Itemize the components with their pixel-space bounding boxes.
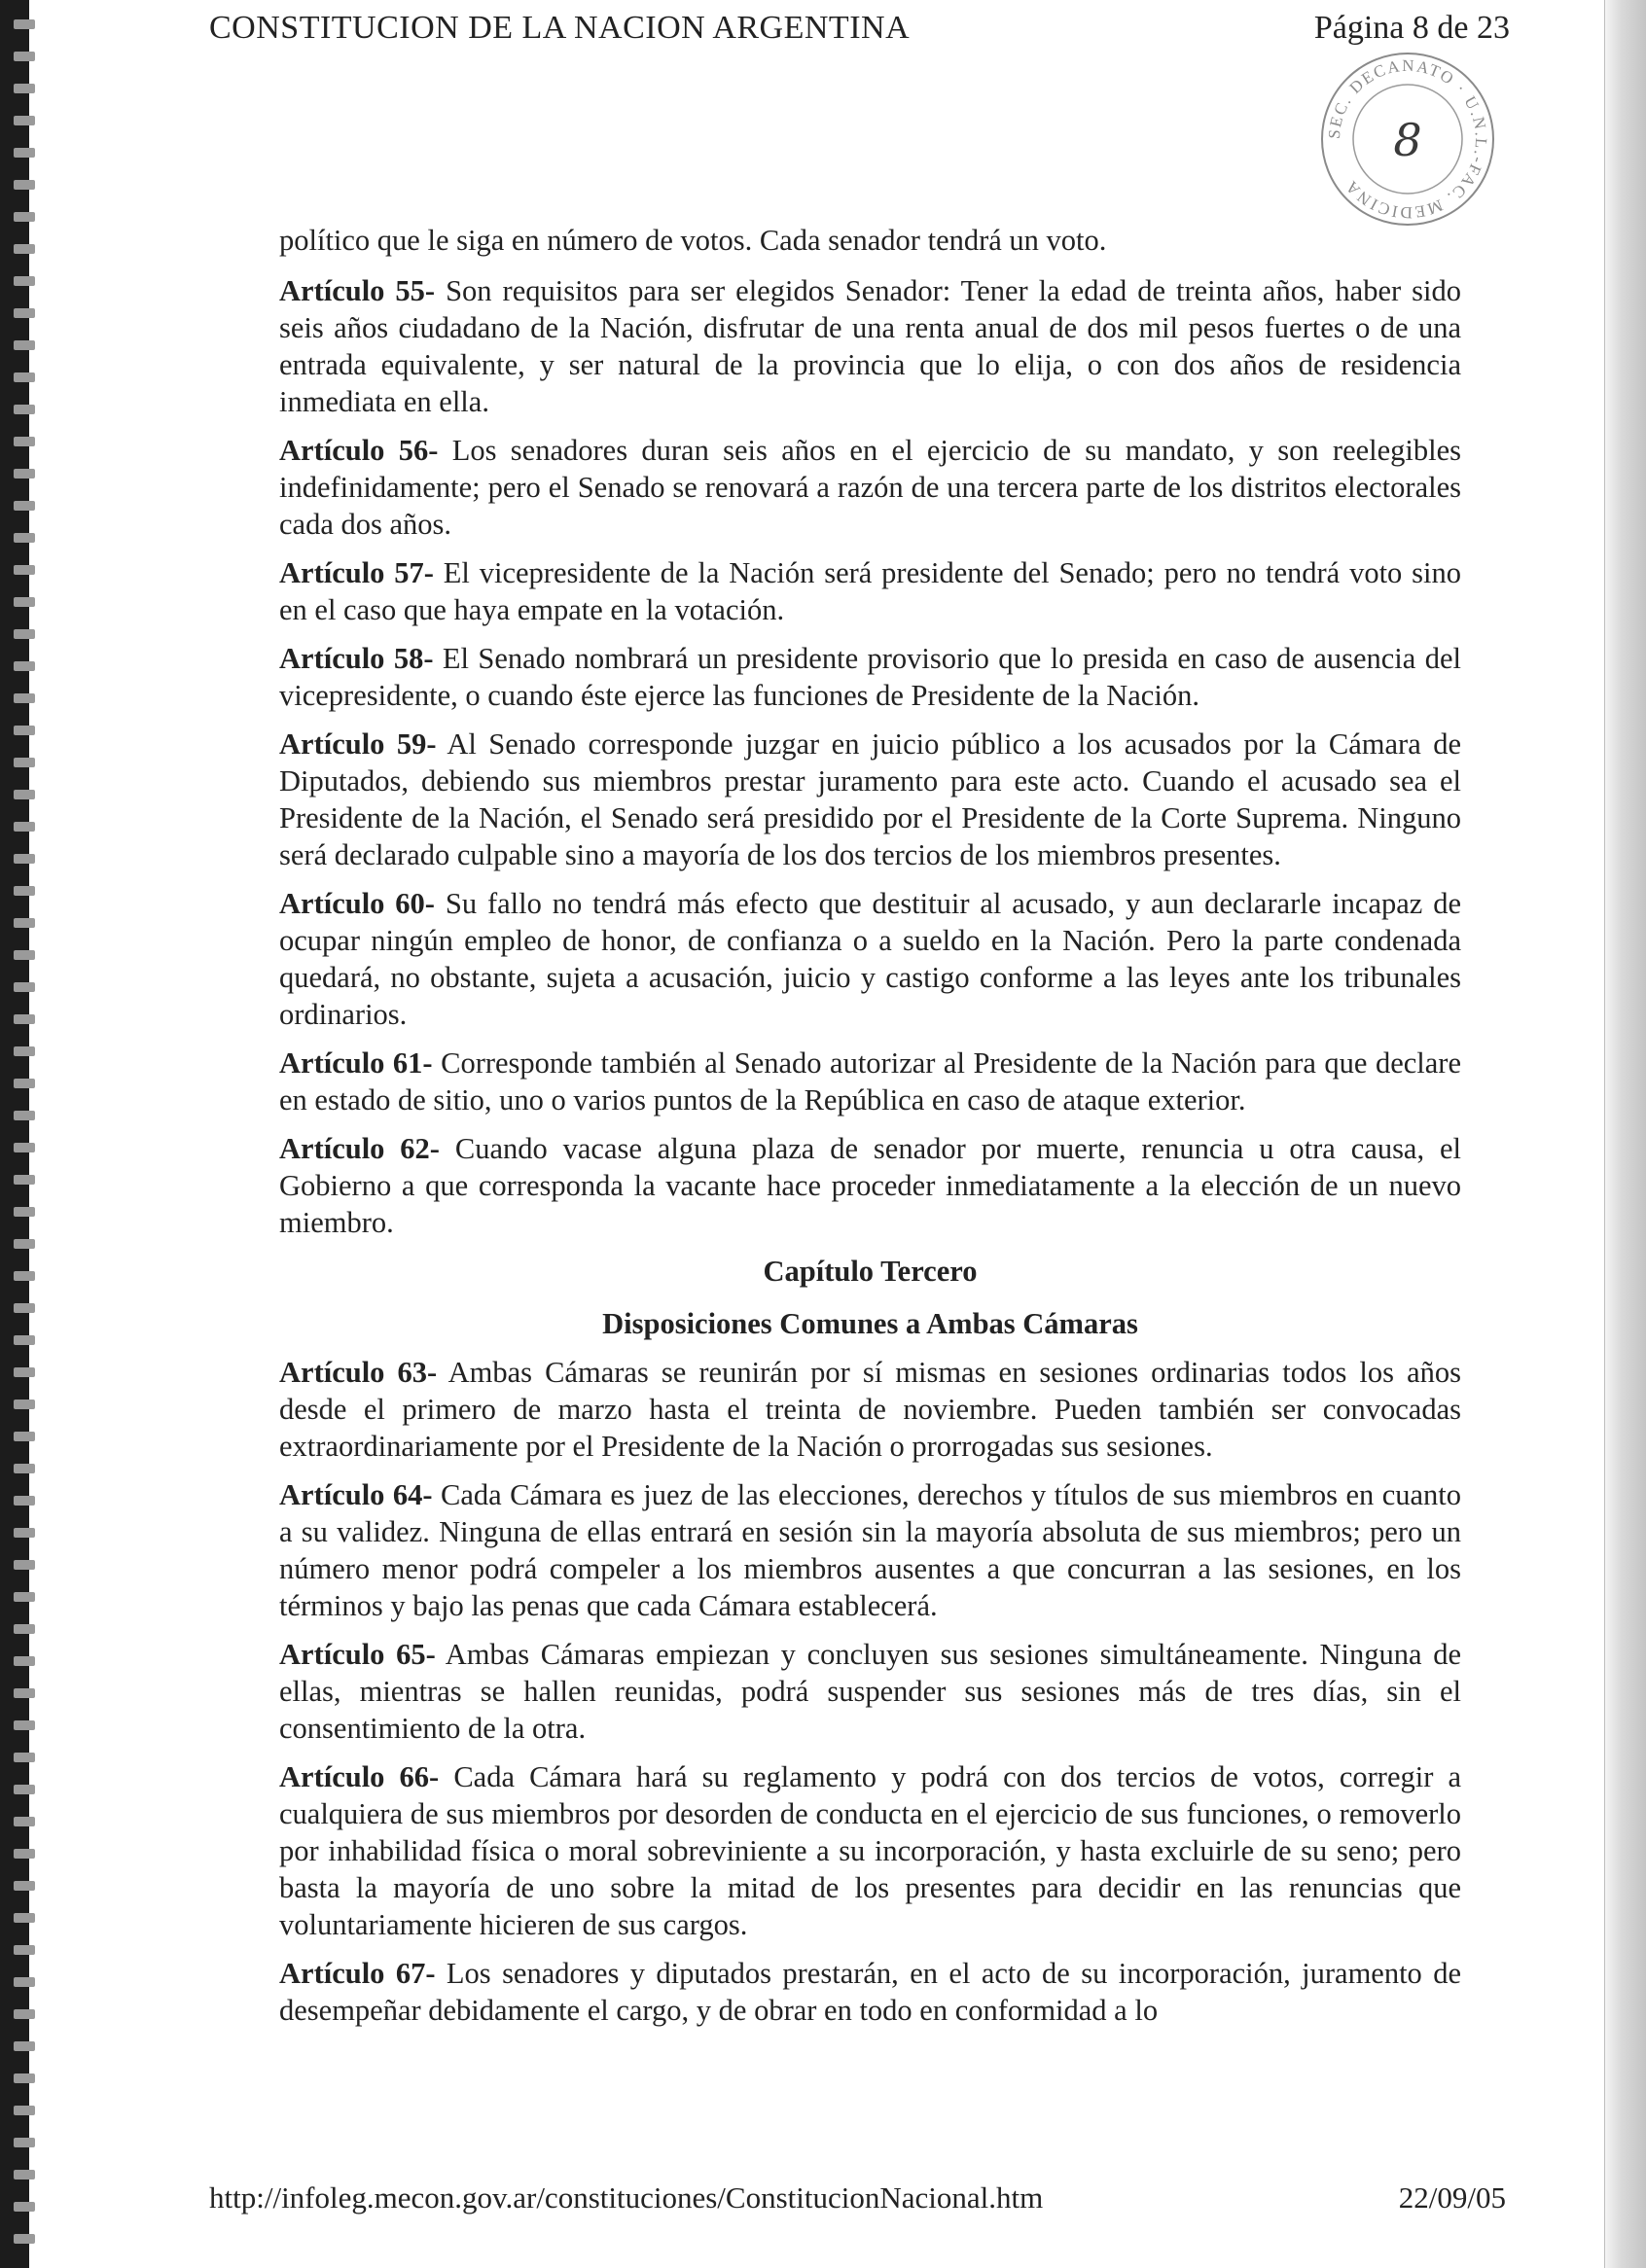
binding-ring [14,1656,35,1666]
binding-ring [14,1400,35,1409]
binding-ring [14,1239,35,1249]
article-text: Al Senado corresponde juzgar en juicio público a los acusados por la Cámara de Diputados, debiendo sus miembros prestar juramento para este acto. Cuando el acusado sea el Presidente de la Nación, el Senado será presidido por el Presidente de la Corte Suprema. Ninguno será declarado culpable sino a mayoría de los dos tercios de los miembros presentes. [279,727,1461,871]
binding-ring [14,501,35,511]
senate-articles [279,272,1461,1241]
footer-source-url: http://infoleg.mecon.gov.ar/constituciones/ConstitucionNacional.htm [209,2180,1044,2215]
binding-ring [14,1335,35,1345]
binding-ring [14,693,35,703]
binding-ring [14,1977,35,1987]
binding-ring [14,372,35,382]
binding-ring [14,2202,35,2212]
binding-ring [14,1913,35,1923]
article-paragraph [279,1758,1461,1943]
binding-ring [14,308,35,318]
article-number: Artículo 58- [279,642,434,675]
binding-ring [14,437,35,446]
continued-paragraph: político que le siga en número de votos. Cada senador tendrá un voto. [279,224,1107,257]
binding-ring [14,854,35,864]
article-text: Ambas Cámaras empiezan y concluyen sus sesiones simultáneamente. Ninguna de ellas, mientras se hallen reunidas, podrá suspender sus sesiones más de tres días, sin el consentimiento de la otra. [279,1638,1461,1745]
article-paragraph [279,1045,1461,1118]
document-header-title: CONSTITUCION DE LA NACION ARGENTINA [209,10,911,46]
binding-ring [14,244,35,254]
binding-ring [14,1079,35,1088]
article-paragraph [279,885,1461,1033]
binding-ring [14,1817,35,1826]
binding-ring [14,148,35,158]
binding-ring [14,1175,35,1185]
binding-ring [14,1785,35,1794]
binding-ring [14,180,35,190]
article-text: Son requisitos para ser elegidos Senador: Tener la edad de treinta años, haber sido seis años ciudadano de la Nación, disfrutar de una renta anual de dos mil pesos fuertes o de una entrada equivalente, y ser natural de la provincia que lo elija, o con dos años de residencia inmediata en ella. [279,274,1461,418]
article-number: Artículo 62- [279,1132,440,1165]
binding-ring [14,1367,35,1377]
article-text: El Senado nombrará un presidente provisorio que lo presida en caso de ausencia del vicepresidente, o cuando éste ejerce las funciones de Presidente de la Nación. [279,642,1461,712]
stamp-handwritten-number: 8 [1393,114,1422,166]
binding-ring [14,1592,35,1602]
binding-ring [14,597,35,607]
article-paragraph [279,1955,1461,2029]
binding-ring [14,629,35,639]
binding-ring [14,2009,35,2019]
article-text: Ambas Cámaras se reunirán por sí mismas en sesiones ordinarias todos los años desde el primero de marzo hasta el treinta de noviembre. Pueden también ser convocadas extraordinariamente por el Presidente de la Nación o prorrogadas sus sesiones. [279,1356,1461,1463]
article-paragraph [279,272,1461,420]
article-number: Artículo 66- [279,1760,440,1793]
article-paragraph [279,726,1461,873]
page-edge-shadow [1604,0,1646,2268]
footer-date: 22/09/05 [1398,2180,1506,2215]
binding-ring [14,19,35,29]
article-paragraph [279,554,1461,628]
binding-ring [14,2138,35,2147]
binding-ring [14,1111,35,1120]
article-text: Los senadores duran seis años en el ejercicio de su mandato, y son reelegibles indefinidamente; pero el Senado se renovará a razón de una tercera parte de los distritos electorales cada dos años. [279,434,1462,541]
binding-ring [14,1014,35,1024]
binding-ring [14,2106,35,2115]
binding-ring [14,2041,35,2051]
binding-ring [14,212,35,222]
article-number: Artículo 63- [279,1356,438,1389]
page-number-label: Página 8 de 23 [1313,10,1510,46]
article-text: Cada Cámara es juez de las elecciones, derechos y títulos de sus miembros en cuanto a su validez. Ninguna de ellas entrará en sesión sin la mayoría absoluta de sus miembros; pero un número menor podrá compeler a los miembros ausentes a que concurran a las sesiones, en los términos y bajo las penas que cada Cámara establecerá. [279,1478,1462,1622]
binding-ring [14,1881,35,1891]
binding-ring [14,565,35,575]
article-paragraph [279,1636,1461,1747]
article-number: Artículo 59- [279,727,437,761]
article-text: Corresponde también al Senado autorizar al Presidente de la Nación para que declare en estado de sitio, uno o varios puntos de la República en caso de ataque exterior. [279,1046,1461,1116]
binding-ring [14,1528,35,1538]
binding-ring [14,2170,35,2179]
binding-ring [14,2073,35,2083]
binding-ring [14,1271,35,1281]
binding-ring [14,1496,35,1506]
binding-ring [14,1207,35,1217]
binding-ring [14,116,35,125]
binding-ring [14,405,35,414]
article-text: Su fallo no tendrá más efecto que destituir al acusado, y aun declararle incapaz de ocupar ningún empleo de honor, de confianza o a sueldo en la Nación. Pero la parte condenada quedará, no obstante, sujeta a acusación, juicio y castigo conforme a las leyes ante los tribunales ordinarios. [279,887,1461,1031]
binding-ring [14,886,35,896]
binding-ring [14,758,35,767]
article-number: Artículo 65- [279,1638,436,1671]
article-text: Cada Cámara hará su reglamento y podrá con dos tercios de votos, corregir a cualquiera de sus miembros por desorden de conducta en el ejercicio de sus funciones, o removerlo por inhabilidad física o moral sobreviniente a su incorporación, y hasta excluirle de su seno; pero basta la mayoría de uno sobre la mitad de los presentes para decidir en las renuncias que voluntariamente hicieren de sus cargos. [279,1760,1462,1941]
binding-ring [14,918,35,928]
document-body [279,222,1461,2040]
binding-ring [14,790,35,799]
section-heading: Disposiciones Comunes a Ambas Cámaras [602,1307,1138,1340]
article-number: Artículo 64- [279,1478,433,1511]
binding-ring [14,726,35,735]
article-paragraph [279,1130,1461,1241]
binding-ring [14,1624,35,1634]
binding-ring [14,533,35,543]
binding-ring [14,1303,35,1313]
article-number: Artículo 56- [279,434,439,467]
spiral-binding [0,0,29,2268]
binding-ring [14,1464,35,1473]
article-number: Artículo 55- [279,274,436,307]
binding-ring [14,950,35,960]
binding-ring [14,822,35,832]
article-number: Artículo 61- [279,1046,433,1080]
article-paragraph [279,1354,1461,1465]
article-text: Los senadores y diputados prestarán, en el acto de su incorporación, juramento de desempeñar debidamente el cargo, y de obrar en todo en conformidad a lo [279,1957,1462,2027]
chapter-heading: Capítulo Tercero [763,1255,978,1288]
stamp-ring-text: SEC. DECANATO · U.N.L.-FAC. MEDICINA [1324,55,1491,223]
article-text: El vicepresidente de la Nación será presidente del Senado; pero no tendrá voto sino en el caso que haya empate en la votación. [279,556,1461,626]
binding-ring [14,52,35,61]
article-number: Artículo 57- [279,556,434,589]
common-provisions-articles [279,1354,1461,2029]
article-number: Artículo 67- [279,1957,436,1990]
article-paragraph [279,640,1461,714]
binding-ring [14,1143,35,1152]
binding-ring [14,661,35,671]
binding-ring [14,1753,35,1762]
binding-ring [14,1432,35,1441]
article-paragraph [279,1476,1461,1624]
binding-ring [14,84,35,93]
article-paragraph [279,432,1461,543]
faculty-seal-stamp [1315,47,1500,231]
binding-ring [14,982,35,992]
article-number: Artículo 60- [279,887,435,920]
binding-ring [14,276,35,286]
binding-ring [14,1046,35,1056]
binding-ring [14,1688,35,1698]
binding-ring [14,469,35,478]
binding-ring [14,340,35,350]
binding-ring [14,2234,35,2244]
binding-ring [14,1849,35,1859]
binding-ring [14,1945,35,1955]
binding-ring [14,1720,35,1730]
binding-ring [14,1560,35,1570]
article-text: Cuando vacase alguna plaza de senador por muerte, renuncia u otra causa, el Gobierno a que corresponda la vacante hace proceder inmediatamente a la elección de un nuevo miembro. [279,1132,1462,1239]
